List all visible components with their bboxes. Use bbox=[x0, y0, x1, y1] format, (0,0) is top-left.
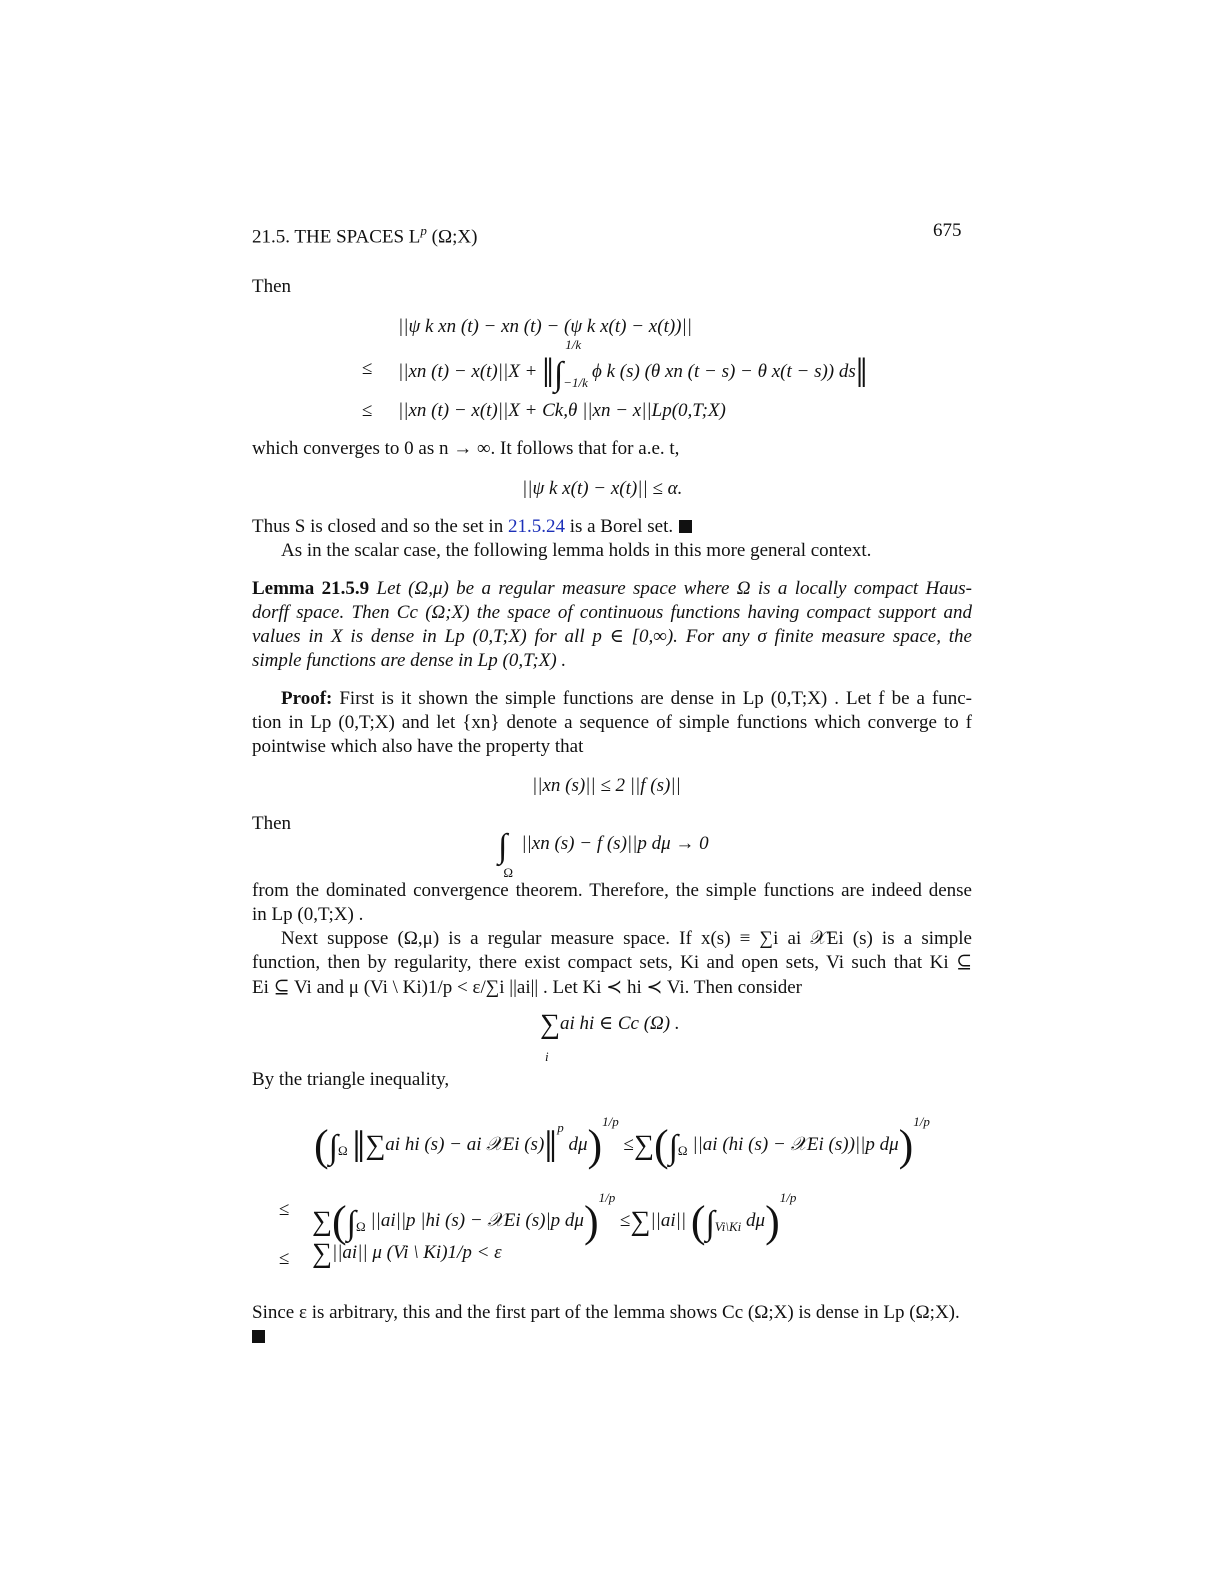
equation-link[interactable]: 21.5.24 bbox=[507, 516, 565, 537]
section-title: 21.5. THE SPACES L bbox=[252, 226, 421, 248]
equation-row: ||ψ k xn (t) − xn (t) − (ψ k x(t) − x(t))|| bbox=[398, 316, 692, 337]
lemma-line: dorff space. Then Cc (Ω;X) the space of continuous functions having compact support and bbox=[252, 602, 972, 623]
leq-symbol: ≤ bbox=[362, 358, 373, 379]
paragraph: from the dominated convergence theorem. Therefore, the simple functions are indeed dense bbox=[252, 880, 972, 901]
equation: ||ψ k x(t) − x(t)|| ≤ α. bbox=[522, 478, 683, 499]
proof-line: pointwise which also have the property that bbox=[252, 736, 584, 757]
paragraph: function, then by regularity, there exist compact sets, Ki and open sets, Vi such that Ki ⊆ bbox=[252, 952, 972, 973]
triangle-inequality-row: $\sum(\int_\Omega$ ||ai||p |hi (s) − 𝒳Ei (s)|p dμ)$^{1/p}$ ≤∑||ai|| ($\int_{Vi\backslash Ki}$ dμ)$^{1/p}$ bbox=[312, 1190, 797, 1246]
qed-square-icon bbox=[679, 520, 692, 533]
paragraph: By the triangle inequality, bbox=[252, 1069, 450, 1090]
running-header: 21.5. THE SPACES $L^p$ (Ω;X) bbox=[252, 223, 478, 248]
paragraph: Since ε is arbitrary, this and the first part of the lemma shows Cc (Ω;X) is dense in Lp (Ω;X). bbox=[252, 1302, 960, 1323]
proof-label: Proof: bbox=[281, 688, 333, 709]
paragraph: Next suppose (Ω,μ) is a regular measure space. If x(s) ≡ ∑i ai 𝒳Ei (s) is a simple bbox=[281, 928, 972, 949]
sum-equation: ∑ i ai hi ∈ Cc (Ω) . bbox=[540, 1009, 680, 1064]
lemma-label: Lemma 21.5.9 bbox=[252, 578, 370, 599]
qed-square-icon bbox=[252, 1330, 265, 1343]
page-number: 675 bbox=[933, 220, 962, 241]
proof-line: Proof: First is it shown the simple functions are dense in Lp (0,T;X) . Let f be a func- bbox=[281, 688, 972, 709]
paragraph: which converges to 0 as n → ∞. It follows that for a.e. t, bbox=[252, 438, 680, 459]
triangle-inequality-row: ∑||ai|| μ (Vi \ Ki)1/p < ε bbox=[312, 1238, 502, 1269]
leq-symbol: ≤ bbox=[279, 1199, 290, 1220]
lemma-line: simple functions are dense in Lp (0,T;X) . bbox=[252, 650, 567, 671]
paragraph: in Lp (0,T;X) . bbox=[252, 904, 364, 925]
lemma-line: values in X is dense in Lp (0,T;X) for all p ∈ [0,∞). For any σ finite measure space, the bbox=[252, 626, 972, 647]
equation: ||xn (s)|| ≤ 2 ||f (s)|| bbox=[532, 775, 681, 796]
paragraph-then: Then bbox=[252, 276, 292, 297]
proof-line: tion in Lp (0,T;X) and let {xn} denote a sequence of simple functions which converge to f bbox=[252, 712, 972, 733]
leq-symbol: ≤ bbox=[279, 1248, 290, 1269]
equation-row: ||xn (t) − x(t)||X + ‖∫ 1/k −1/k ϕ k (s) (θ xn (t − s) − θ x(t − s)) ds‖ bbox=[398, 337, 868, 397]
paragraph: Thus S is closed and so the set in 21.5.24 is a Borel set. bbox=[252, 515, 692, 539]
leq-symbol: ≤ bbox=[362, 400, 373, 421]
paragraph: As in the scalar case, the following lemma holds in this more general context. bbox=[281, 540, 872, 561]
lemma-statement: Lemma 21.5.9 Let (Ω,μ) be a regular measure space where Ω is a locally compact Haus- bbox=[252, 578, 972, 599]
equation-row: ||xn (t) − x(t)||X + Ck,θ ||xn − x||Lp(0,T;X) bbox=[398, 400, 726, 421]
paragraph: Ei ⊆ Vi and μ (Vi \ Ki)1/p < ε/∑i ||ai|| . Let Ki ≺ hi ≺ Vi. Then consider bbox=[252, 977, 802, 998]
integral-equation: ∫ Ω ||xn (s) − f (s)||p dμ → 0 bbox=[498, 828, 709, 880]
paragraph-then: Then bbox=[252, 813, 292, 834]
triangle-inequality-row: ($\int_\Omega$ ‖∑ai hi (s) − ai 𝒳Ei (s)‖$^p$ $d\mu)^{1/p} \le\sum(\int_\Omega$ ||ai (hi (s) − 𝒳Ei (s))||p dμ)$^{1/p}$ bbox=[314, 1114, 930, 1172]
